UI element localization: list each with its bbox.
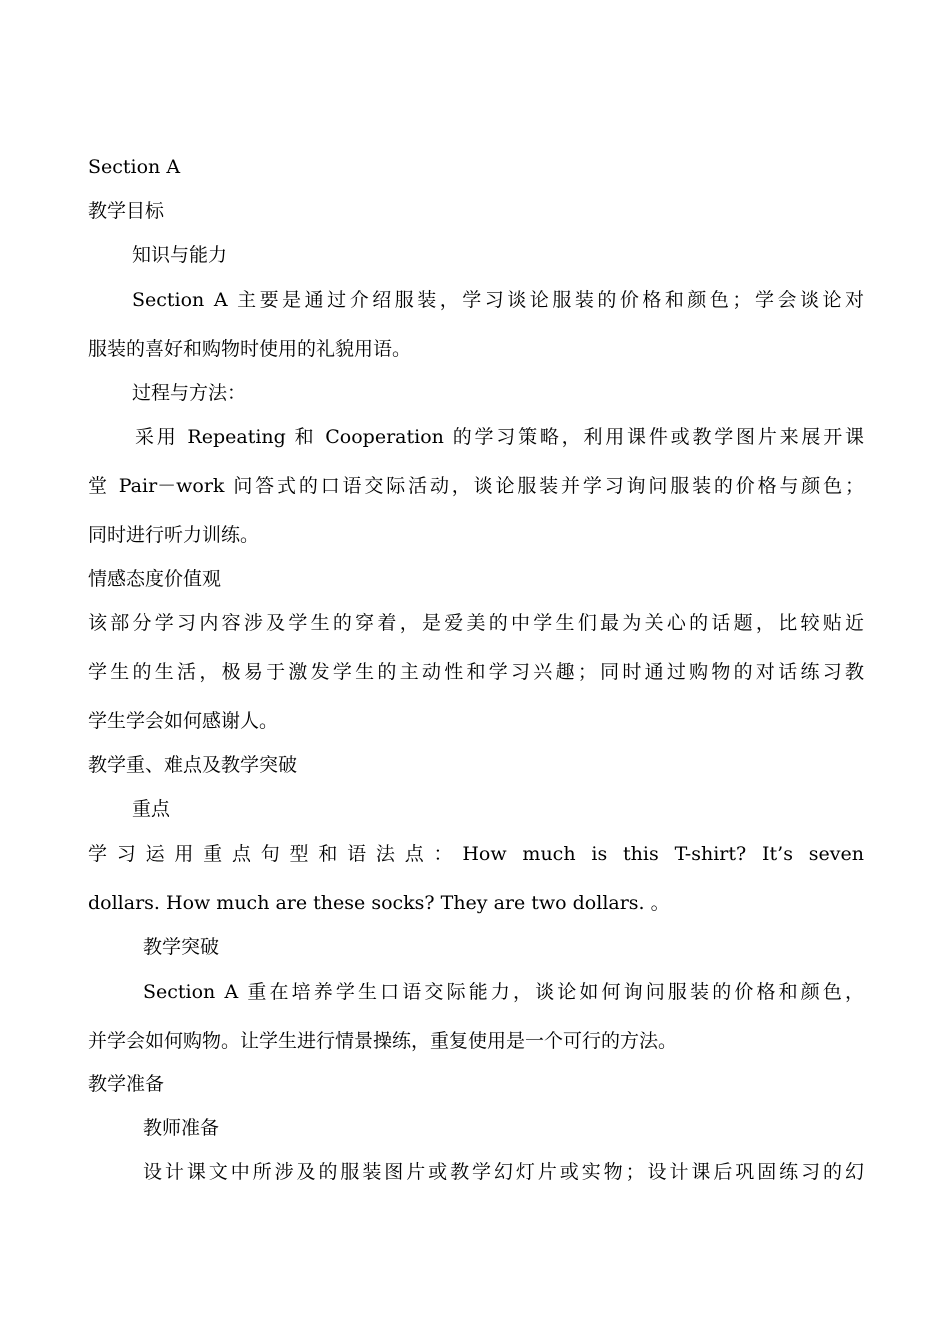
paragraph-line: Section A 主要是通过介绍服装，学习谈论服装的价格和颜色；学会谈论对 bbox=[132, 289, 864, 311]
paragraph-line: 服装的喜好和购物时使用的礼貌用语。 bbox=[88, 338, 412, 360]
paragraph-line: 学生的生活，极易于激发学生的主动性和学习兴趣；同时通过购物的对话练习教 bbox=[88, 661, 864, 683]
paragraph-line: 设计课文中所涉及的服装图片或教学幻灯片或实物；设计课后巩固练习的幻 bbox=[143, 1161, 864, 1183]
subheading-breakthrough: 教学突破 bbox=[143, 936, 220, 958]
subheading-key-point: 重点 bbox=[132, 798, 171, 820]
paragraph-line: dollars. How much are these socks? They are two dollars. 。 bbox=[88, 892, 670, 914]
paragraph-line: Section A 重在培养学生口语交际能力，谈论如何询问服装的价格和颜色， bbox=[143, 981, 864, 1003]
subheading-teacher-preparation: 教师准备 bbox=[143, 1117, 220, 1139]
heading-key-points: 教学重、难点及教学突破 bbox=[88, 754, 298, 776]
paragraph-line: 该部分学习内容涉及学生的穿着，是爱美的中学生们最为关心的话题，比较贴近 bbox=[88, 612, 864, 634]
paragraph-line: 同时进行听力训练。 bbox=[88, 524, 260, 546]
paragraph-line: 并学会如何购物。让学生进行情景操练，重复使用是一个可行的方法。 bbox=[88, 1030, 678, 1052]
section-heading: Section A bbox=[88, 156, 181, 178]
paragraph-line: 采用 Repeating 和 Cooperation 的学习策略，利用课件或教学图片来展开课 bbox=[135, 426, 864, 448]
heading-teaching-objectives: 教学目标 bbox=[88, 200, 165, 222]
paragraph-line: 学生学会如何感谢人。 bbox=[88, 710, 279, 732]
subheading-knowledge-ability: 知识与能力 bbox=[132, 244, 228, 266]
paragraph-line: 堂 Pair－work 问答式的口语交际活动，谈论服装并学习询问服装的价格与颜色； bbox=[88, 475, 864, 497]
subheading-process-method: 过程与方法： bbox=[132, 382, 247, 404]
paragraph-line: 学习运用重点句型和语法点：How much is this T-shirt? It’s seven bbox=[88, 843, 864, 865]
heading-teaching-preparation: 教学准备 bbox=[88, 1073, 165, 1095]
heading-emotion-values: 情感态度价值观 bbox=[88, 568, 222, 590]
